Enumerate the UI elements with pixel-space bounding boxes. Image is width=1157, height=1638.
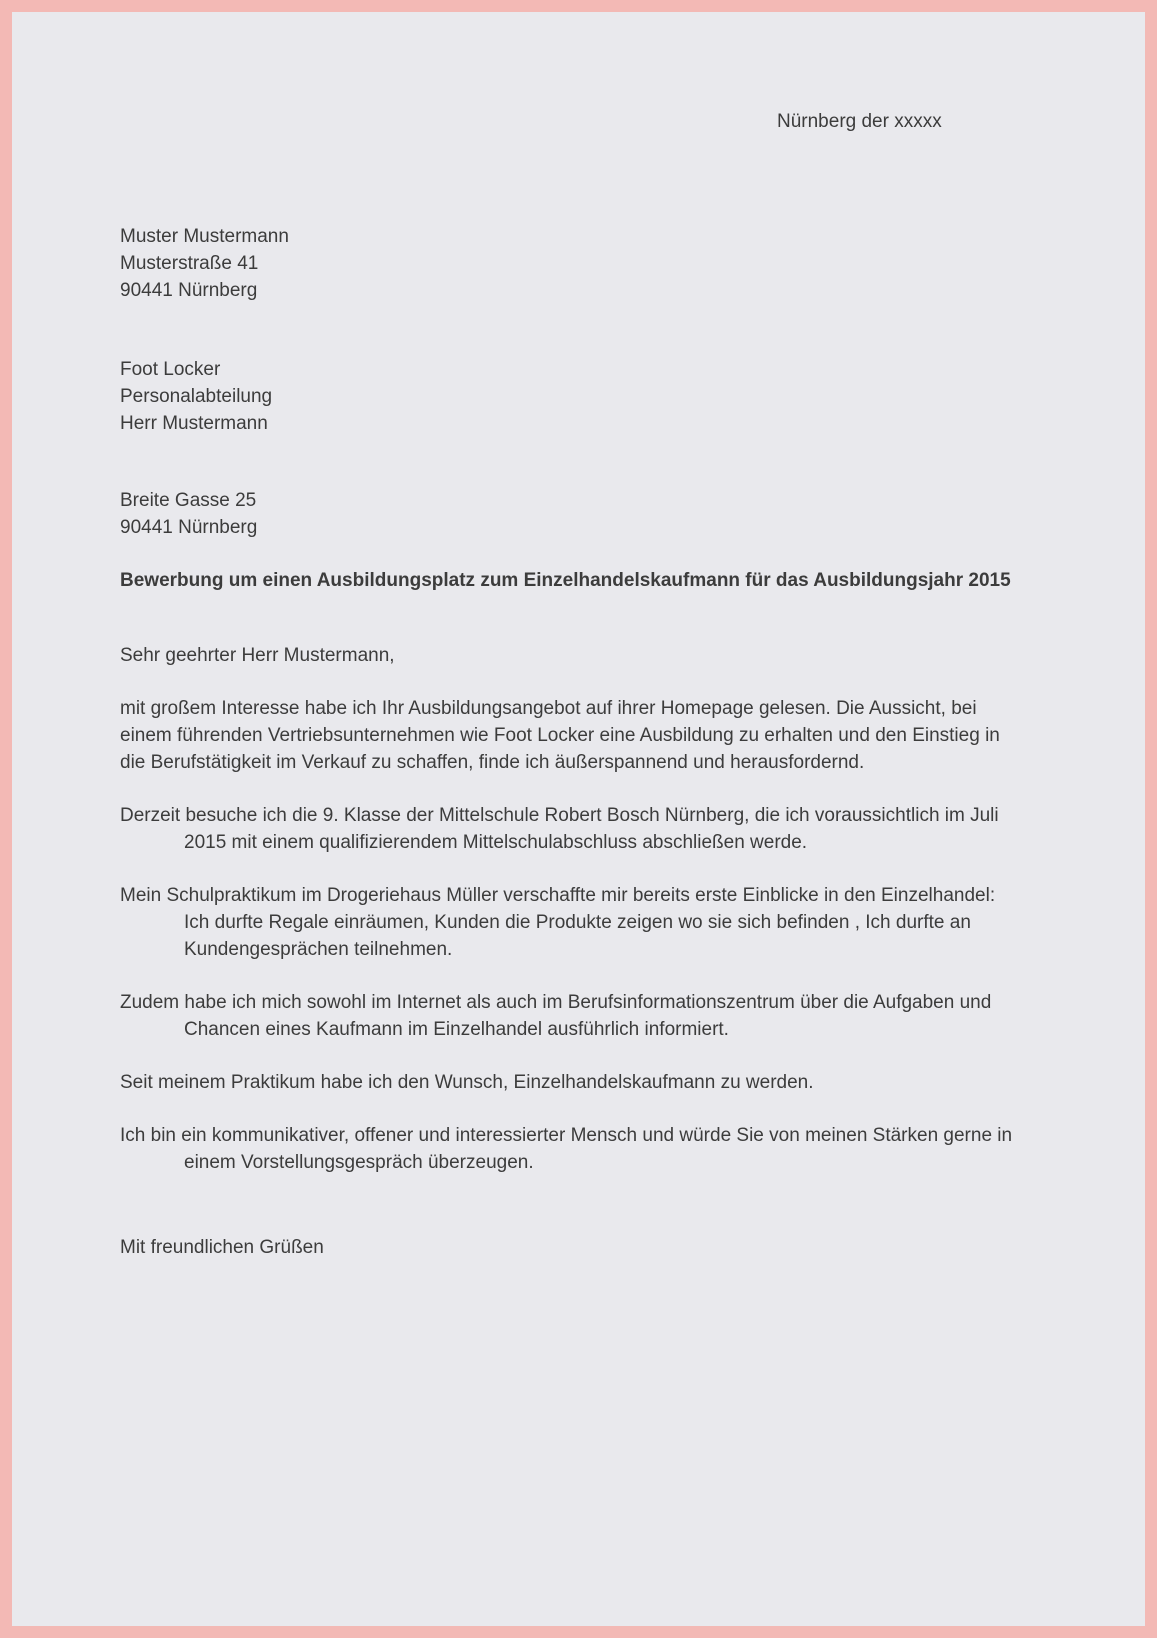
sender-name: Muster Mustermann bbox=[120, 226, 289, 247]
recipient-company: Foot Locker bbox=[120, 359, 221, 380]
sender-street: Musterstraße 41 bbox=[120, 253, 259, 274]
paragraph-intro: mit großem Interesse habe ich Ihr Ausbildungsangebot auf ihrer Homepage gelesen. Die Aussicht, bei einem führenden Vertriebsunternehmen wie Foot Locker eine Ausbildung zu erhalten und den Einstieg in die Berufstätigkeit im Verkauf zu schaffen, finde ich äußerspannend und herausfordernd. bbox=[120, 698, 1000, 773]
paragraph-internship: Mein Schulpraktikum im Drogeriehaus Müller verschaffte mir bereits erste Einblicke in den Einzelhandel: Ich durfte Regale einräumen, Kunden die Produkte zeigen wo sie sich befinden , Ich durfte an Kundengesprächen teilnehmen. bbox=[120, 885, 996, 960]
paragraph-strengths: Ich bin ein kommunikativer, offener und interessierter Mensch und würde Sie von meinen Stärken gerne in einem Vorstellungsgespräch überzeugen. bbox=[120, 1125, 1013, 1173]
letter-content bbox=[12, 108, 1145, 1261]
sender-address bbox=[120, 223, 1037, 304]
recipient-city: 90441 Nürnberg bbox=[120, 517, 258, 538]
recipient-street: Breite Gasse 25 bbox=[120, 490, 257, 511]
recipient-contact: Herr Mustermann bbox=[120, 413, 268, 434]
recipient-address bbox=[120, 356, 1037, 437]
paragraph-school: Derzeit besuche ich die 9. Klasse der Mittelschule Robert Bosch Nürnberg, die ich voraussichtlich im Juli 2015 mit einem qualifizierendem Mittelschulabschluss abschließen werde. bbox=[120, 805, 999, 853]
closing-line: Mit freundlichen Grüßen bbox=[120, 1237, 324, 1258]
subject-line: Bewerbung um einen Ausbildungsplatz zum Einzelhandelskaufmann für das Ausbildungsjahr 2015 bbox=[120, 570, 1011, 591]
paragraph-research: Zudem habe ich mich sowohl im Internet als auch im Berufsinformationszentrum über die Aufgaben und Chancen eines Kaufmann im Einzelhandel ausführlich informiert. bbox=[120, 992, 992, 1040]
recipient-department: Personalabteilung bbox=[120, 386, 273, 407]
paragraph-wish: Seit meinem Praktikum habe ich den Wunsch, Einzelhandelskaufmann zu werden. bbox=[120, 1072, 814, 1093]
salutation: Sehr geehrter Herr Mustermann, bbox=[120, 645, 395, 666]
date-line: Nürnberg der xxxxx bbox=[777, 111, 942, 132]
recipient-street-address bbox=[120, 487, 1037, 541]
sender-city: 90441 Nürnberg bbox=[120, 280, 258, 301]
